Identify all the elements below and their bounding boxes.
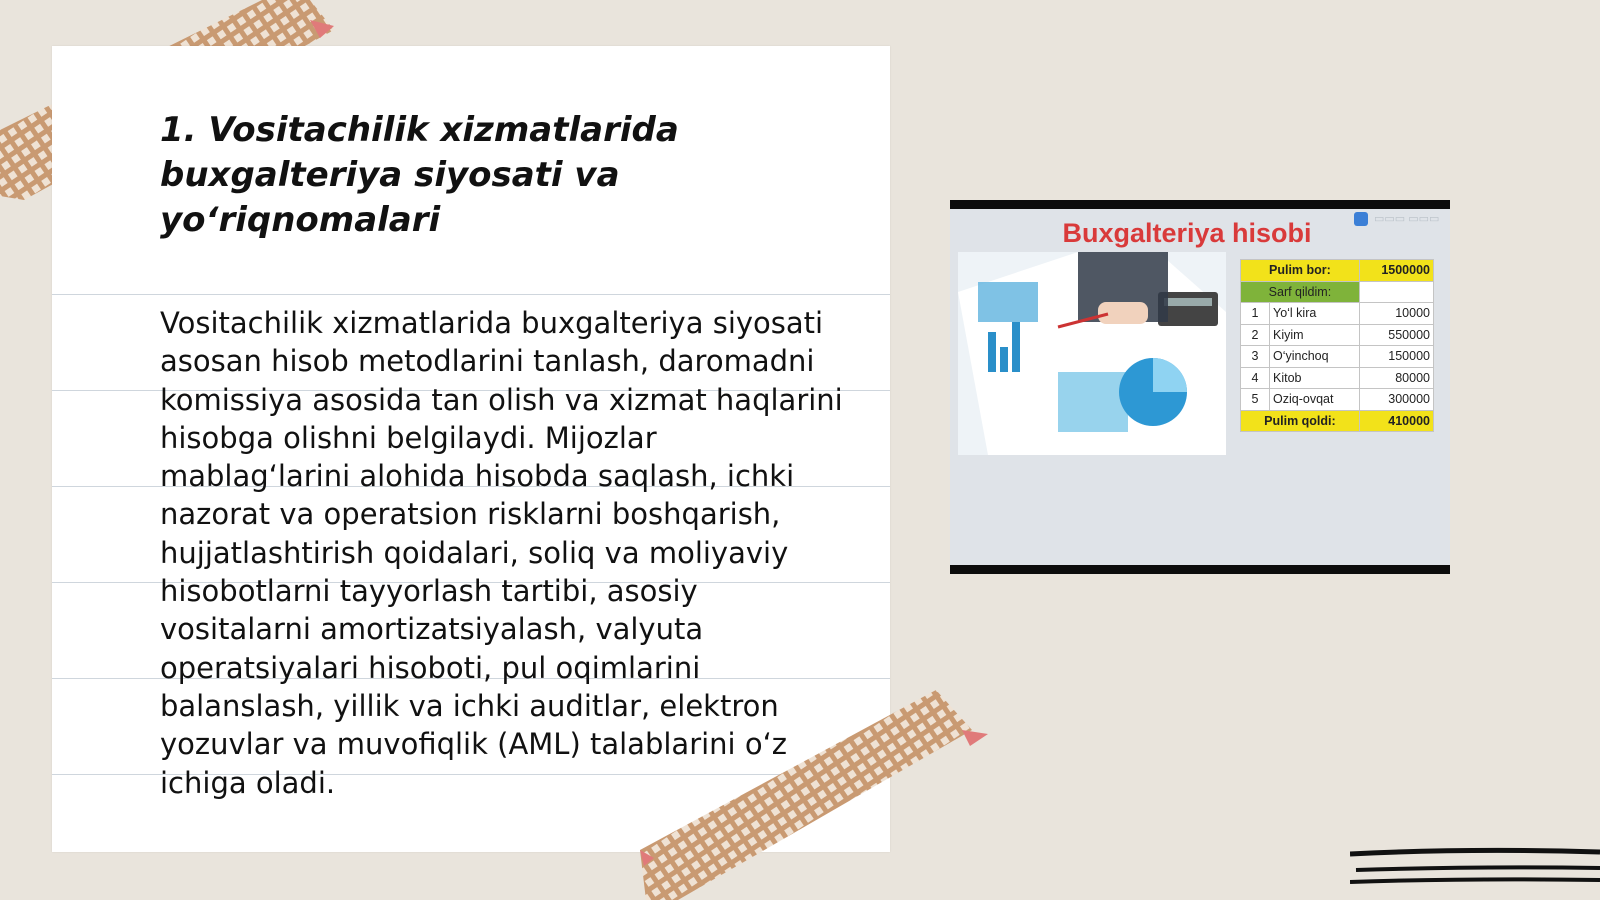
ledger-row-number: 3 (1241, 346, 1270, 368)
ledger-row-number: 5 (1241, 389, 1270, 411)
table-row (1241, 367, 1434, 389)
ledger-footer-value: 410000 (1359, 410, 1433, 432)
slide-title: 1. Vositachilik xizmatlarida buxgalteriya siyosati va yo‘riqnomalari (160, 110, 679, 240)
ledger-header-row (1241, 260, 1434, 282)
checkbox-icon (1354, 212, 1368, 226)
picture-heading: Buxgalteriya hisobi (1062, 218, 1312, 248)
ledger-row-value: 80000 (1359, 367, 1433, 389)
table-row (1241, 303, 1434, 325)
frame-top-border (950, 200, 1450, 209)
ledger-row-item: O‘yinchoq (1270, 346, 1360, 368)
ledger-row-number: 4 (1241, 367, 1270, 389)
ledger-row-value: 550000 (1359, 324, 1433, 346)
ledger-row-item: Oziq-ovqat (1270, 389, 1360, 411)
ledger-empty-cell (1359, 281, 1433, 303)
ledger-row-item: Kiyim (1270, 324, 1360, 346)
table-row (1241, 324, 1434, 346)
table-row (1241, 389, 1434, 411)
ledger-section-row (1241, 281, 1434, 303)
ledger-footer-row (1241, 410, 1434, 432)
accounting-picture (950, 200, 1450, 574)
tape-bottom (640, 690, 992, 900)
ledger-header-label: Pulim bor: (1241, 260, 1360, 282)
slide-body-text: Vositachilik xizmatlarida buxgalteriya siyosati asosan hisob metodlarini tanlash, daromadni komissiya asosida tan olish va xizmat haqlarini hisobga olishni belgilaydi. Mijozlar mablag‘larini alohida hisobda saqlash, ichki nazorat va operatsion risklarni boshqarish, hujjatlashtirish qoidalari, soliq va moliyaviy hisobotlarni tayyorlash tartibi, asosiy vositalarni amortizatsiyalash, valyuta operatsiyalari hisoboti, pul oqimlarini balanslash, yillik va ichki auditlar, elektron yozuvlar va muvofiqlik (AML) talablarini o‘z ichiga oladi. (160, 306, 843, 800)
ledger-footer-label: Pulim qoldi: (1241, 410, 1360, 432)
table-row (1241, 346, 1434, 368)
ledger-row-number: 1 (1241, 303, 1270, 325)
ledger-row-value: 300000 (1359, 389, 1433, 411)
ledger-row-value: 150000 (1359, 346, 1433, 368)
ledger-row-value: 10000 (1359, 303, 1433, 325)
ledger-section-label: Sarf qildim: (1241, 281, 1360, 303)
ledger-row-item: Kitob (1270, 367, 1360, 389)
decorative-lines-icon (1350, 846, 1600, 896)
ledger-row-item: Yo‘l kira (1270, 303, 1360, 325)
ledger-row-number: 2 (1241, 324, 1270, 346)
finance-photo-icon (958, 252, 1226, 455)
watermark-text: ▭▭▭ ▭▭▭ (1374, 213, 1440, 225)
paper-rule (52, 294, 890, 295)
ledger-table (1240, 259, 1434, 432)
frame-bottom-border (950, 565, 1450, 574)
ledger-header-value: 1500000 (1359, 260, 1433, 282)
